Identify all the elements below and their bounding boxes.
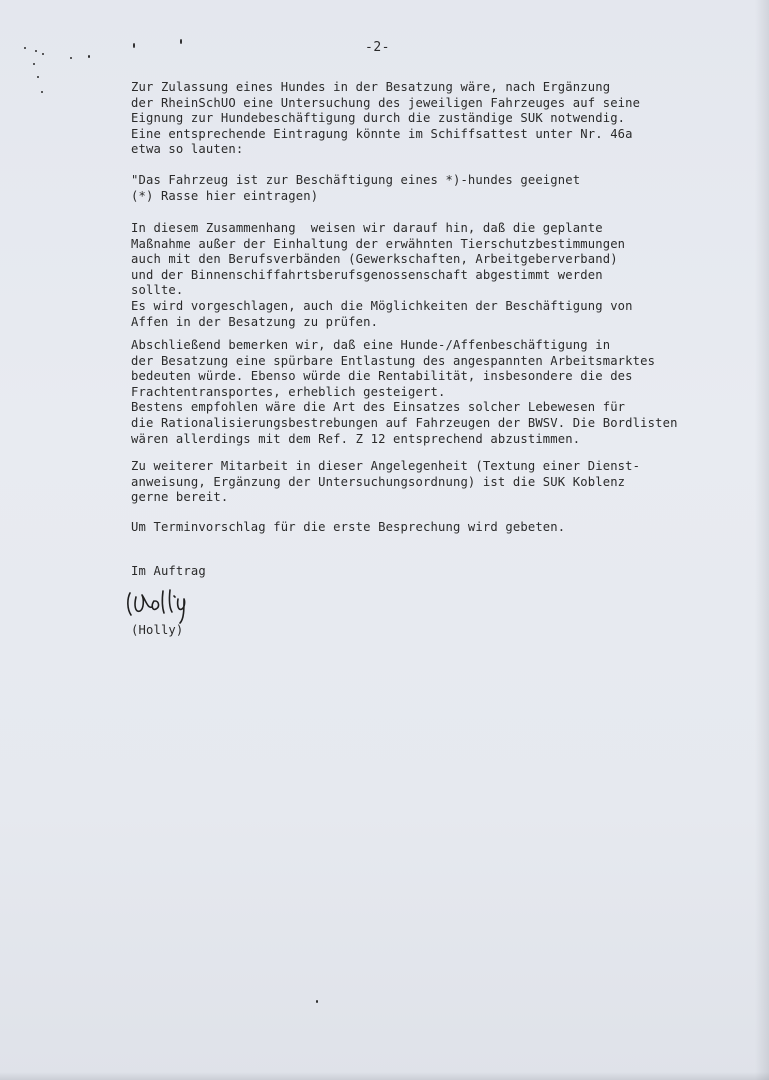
paper-speck xyxy=(41,91,43,93)
paragraph xyxy=(131,338,678,447)
text-line: Bestens empfohlen wäre die Art des Einsatzes solcher Lebewesen für xyxy=(131,400,626,415)
text-line: wären allerdings mit dem Ref. Z 12 entsprechend abzustimmen. xyxy=(131,431,581,446)
paper-speck xyxy=(24,47,26,49)
paper-speck xyxy=(37,76,39,78)
text-line: Zu weiterer Mitarbeit in dieser Angelegenheit (Textung einer Dienst- xyxy=(131,459,641,473)
handwritten-signature xyxy=(122,587,217,627)
text-line: etwa so lauten: xyxy=(131,142,244,157)
paper-speck xyxy=(88,55,90,58)
text-line: die Rationalisierungsbestrebungen auf Fahrzeugen der BWSV. Die Bordlisten xyxy=(131,415,678,430)
text-line: sollte. xyxy=(131,283,184,298)
text-line: (*) Rasse hier eintragen) xyxy=(131,188,319,203)
paper-speck xyxy=(35,50,37,52)
page-bottom-edge xyxy=(0,1072,769,1080)
text-line: Zur Zulassung eines Hundes in der Besatzung wäre, nach Ergänzung xyxy=(131,80,611,94)
text-line: Um Terminvorschlag für die erste Besprechung wird gebeten. xyxy=(131,520,566,534)
page-edge-shadow xyxy=(755,0,769,1080)
paper-speck xyxy=(70,57,72,59)
text-line: Eine entsprechende Eintragung könnte im Schiffsattest unter Nr. 46a xyxy=(131,126,633,141)
text-line: auch mit den Berufsverbänden (Gewerkschaften, Arbeitgeberverband) xyxy=(131,252,618,267)
paper-speck xyxy=(33,63,35,65)
closing-text: Im Auftrag xyxy=(131,564,206,578)
text-line: der RheinSchUO eine Untersuchung des jeweiligen Fahrzeuges auf seine xyxy=(131,95,641,110)
signatory-name xyxy=(131,623,651,639)
paper-speck xyxy=(316,1000,318,1003)
text-line: Maßnahme außer der Einhaltung der erwähnten Tierschutzbestimmungen xyxy=(131,236,626,251)
signatory-name-text: (Holly) xyxy=(131,623,184,637)
text-line: und der Binnenschiffahrtsberufsgenossenschaft abgestimmt werden xyxy=(131,267,603,282)
text-line: Es wird vorgeschlagen, auch die Möglichkeiten der Beschäftigung von xyxy=(131,298,633,313)
text-line: Frachtentransportes, erheblich gesteigert. xyxy=(131,384,446,399)
page-number: -2- xyxy=(365,40,390,55)
paper-speck xyxy=(42,53,44,55)
paragraph xyxy=(131,221,651,330)
text-line: anweisung, Ergänzung der Untersuchungsordnung) ist die SUK Koblenz xyxy=(131,474,626,489)
text-line: In diesem Zusammenhang weisen wir darauf hin, daß die geplante xyxy=(131,221,603,235)
text-line: Abschließend bemerken wir, daß eine Hunde-/Affenbeschäftigung in xyxy=(131,338,611,352)
text-line: gerne bereit. xyxy=(131,490,229,505)
paragraph xyxy=(131,173,651,204)
paragraph xyxy=(131,459,651,506)
paragraph xyxy=(131,520,651,536)
text-line: der Besatzung eine spürbare Entlastung des angespannten Arbeitsmarktes xyxy=(131,353,656,368)
text-line: "Das Fahrzeug ist zur Beschäftigung eines *)-hundes geeignet xyxy=(131,173,581,187)
closing-phrase xyxy=(131,564,651,580)
paper-speck xyxy=(133,43,135,48)
text-line: Affen in der Besatzung zu prüfen. xyxy=(131,314,379,329)
paper-speck xyxy=(180,39,182,44)
paragraph xyxy=(131,80,651,158)
text-line: Eignung zur Hundebeschäftigung durch die zuständige SUK notwendig. xyxy=(131,111,626,126)
text-line: bedeuten würde. Ebenso würde die Rentabilität, insbesondere die des xyxy=(131,369,633,384)
